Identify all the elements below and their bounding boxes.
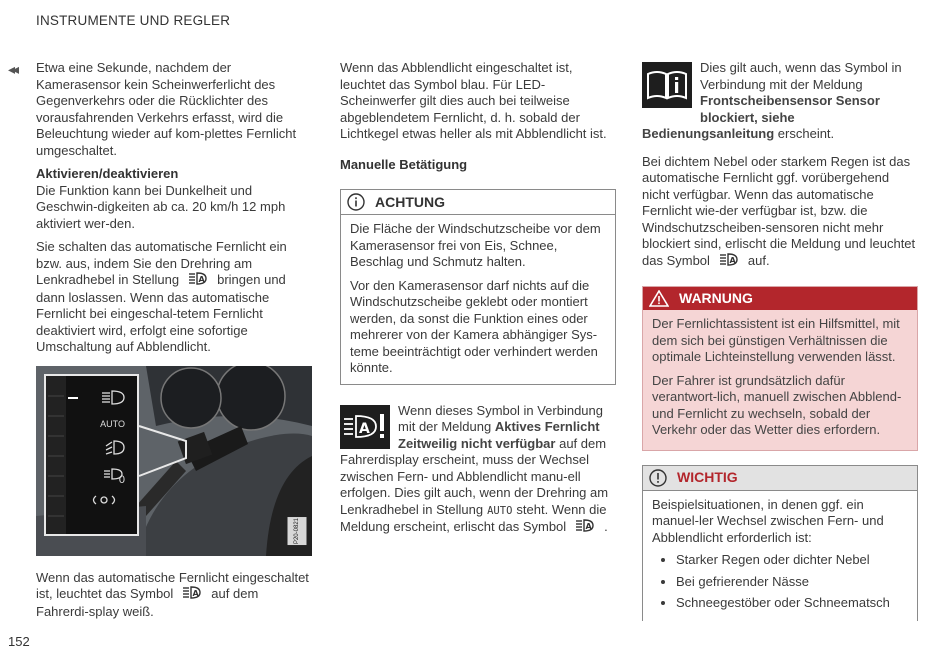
subheading-manual: Manuelle Betätigung	[340, 156, 468, 172]
warnung-text-1: Der Fernlichtassistent ist ein Hilfsmittel, mit dem sich bei günstigen Verhältnissen die optimale Lichteinstellung verwenden lässt.	[652, 316, 900, 364]
paragraph-ring-position: Sie schalten das automatische Fernlicht ein bzw. aus, indem Sie den Drehring am Lenkradhebel in Stellung A bringen und dann loslassen. Wenn das automatische Fernlicht bei eingeschal-tetem Fernlicht deaktiviert wird, erfolgt eine sofortige Umschaltung auf Abblendlicht.	[36, 239, 287, 354]
svg-text:A: A	[585, 522, 592, 531]
list-item: • Schneegestöber oder Schneematsch	[676, 595, 908, 612]
auto-high-beam-icon	[720, 253, 738, 271]
auto-high-beam-icon	[576, 519, 594, 537]
paragraph-fog-rain: Bei dichtem Nebel oder starkem Regen ist das automatische Fernlicht ggf. vorübergehend nicht verfügbar. Wenn das automatische Fernlicht wie-der verfügbar ist, bzw. die Windschutzscheiben-sensoren nicht mehr blockiert sind, erlischt die Meldung und leuchtet das Symbol A auf.	[642, 150, 918, 271]
auto-high-beam-icon	[183, 586, 201, 604]
list-item: • Bei gefrierender Nässe	[676, 574, 908, 591]
warnung-box	[642, 286, 918, 451]
page-header: INSTRUMENTE UND REGLER	[36, 13, 231, 28]
list-item: • Starker Regen oder dichter Nebel	[676, 552, 908, 569]
page-number: 152	[8, 634, 30, 649]
achtung-header	[341, 190, 615, 215]
paragraph-beam-unavailable: A Wenn dieses Symbol in Verbindung mit der Meldung Aktives Fernlicht Zeitweilig nicht verfügbar auf dem Fahrerdisplay erscheint, muss der Wechsel zwischen Fern- und Abblendlicht manu-ell erfolgen. Dies gilt auch, wenn der Drehring am Lenkradhebel in Stellung AUTO steht. Wenn die Meldung erscheint, erlischt das Symbol A .	[340, 403, 616, 537]
achtung-box	[340, 189, 616, 385]
auto-position-label: AUTO	[487, 504, 513, 517]
column-left	[8, 60, 312, 627]
svg-text:A: A	[729, 255, 736, 265]
paragraph-sensor-blocked: Dies gilt auch, wenn das Symbol in Verbindung mit der Meldung Frontscheibensensor Sensor blockiert, siehe Bedienungsanleitung erscheint.	[642, 60, 902, 141]
warning-triangle-icon	[649, 290, 669, 307]
achtung-title: ACHTUNG	[375, 193, 445, 210]
warnung-title: WARNUNG	[679, 290, 753, 307]
warnung-header	[643, 287, 917, 310]
steering-lever-figure	[36, 366, 312, 556]
exclamation-circle-icon	[649, 469, 667, 487]
auto-high-beam-icon	[189, 272, 207, 290]
paragraph-activation-speed: Die Funktion kann bei Dunkelheit und Geschwin-digkeiten ab ca. 20 km/h 12 mph aktiviert wer-den.	[36, 182, 286, 231]
manual-book-icon	[642, 62, 692, 108]
continued-marker: ◂◂	[8, 61, 17, 77]
info-circle-icon	[347, 193, 365, 211]
lever-ring-inset	[44, 374, 139, 536]
svg-text:A: A	[192, 589, 199, 598]
column-right	[642, 60, 918, 621]
svg-text:A: A	[359, 420, 370, 437]
achtung-text-2: Vor den Kamerasensor darf nichts auf die Windschutzscheibe geklebt oder montiert werden, da sonst die Funktion eines oder mehrerer von der Kamera abhängiger Sys-teme beeinträchtigt oder verhindert werden könnte.	[350, 277, 598, 375]
paragraph-dipped-beam-blue: Wenn das Abblendlicht eingeschaltet ist, leuchtet das Symbol blau. Für LED-Scheinwerfer gilt dies auch bei teilweise abgeblendetem Fernlicht, d. h. sobald der Lichtkegel etwas heller als mit Abblendlicht ist.	[340, 60, 607, 141]
wichtig-intro: Beispielsituationen, in denen ggf. ein manuel-ler Wechsel zwischen Fern- und Abblendlicht erforderlich ist:	[652, 496, 884, 545]
wichtig-box	[642, 465, 918, 621]
wichtig-list	[652, 552, 908, 612]
svg-text:A: A	[198, 275, 205, 284]
intro-paragraph: Etwa eine Sekunde, nachdem der Kamerasensor kein Scheinwerferlicht des Gegenverkehrs oder die Rücklichter des vorausfahrenden Verkehrs erfasst, wird die Beleuchtung wieder auf kom-plettes Fernlicht umgeschaltet.	[36, 60, 297, 158]
paragraph-symbol-white: Wenn das automatische Fernlicht eingeschaltet ist, leuchtet das Symbol A auf dem Fahrerdi-splay weiß.	[36, 569, 309, 619]
wichtig-header	[643, 466, 917, 491]
auto-high-beam-warning-icon	[340, 405, 390, 449]
subheading-activate: Aktivieren/deaktivieren	[36, 166, 179, 181]
ring-label-auto: AUTO	[100, 418, 125, 429]
ring-label-zero: 0	[118, 473, 125, 486]
figure-id: P20-0821	[288, 517, 307, 545]
warnung-text-2: Der Fahrer ist grundsätzlich dafür verantwort-lich, manuell zwischen Abblend- und Fernlicht zu wechseln, sobald der Verkehr oder das Wetter dies erfordern.	[652, 372, 902, 437]
column-middle	[340, 60, 616, 537]
wichtig-title: WICHTIG	[677, 469, 738, 486]
achtung-text-1: Die Fläche der Windschutzscheibe vor dem Kamerasensor frei von Eis, Schnee, Beschlag und Schmutz halten.	[350, 221, 601, 269]
